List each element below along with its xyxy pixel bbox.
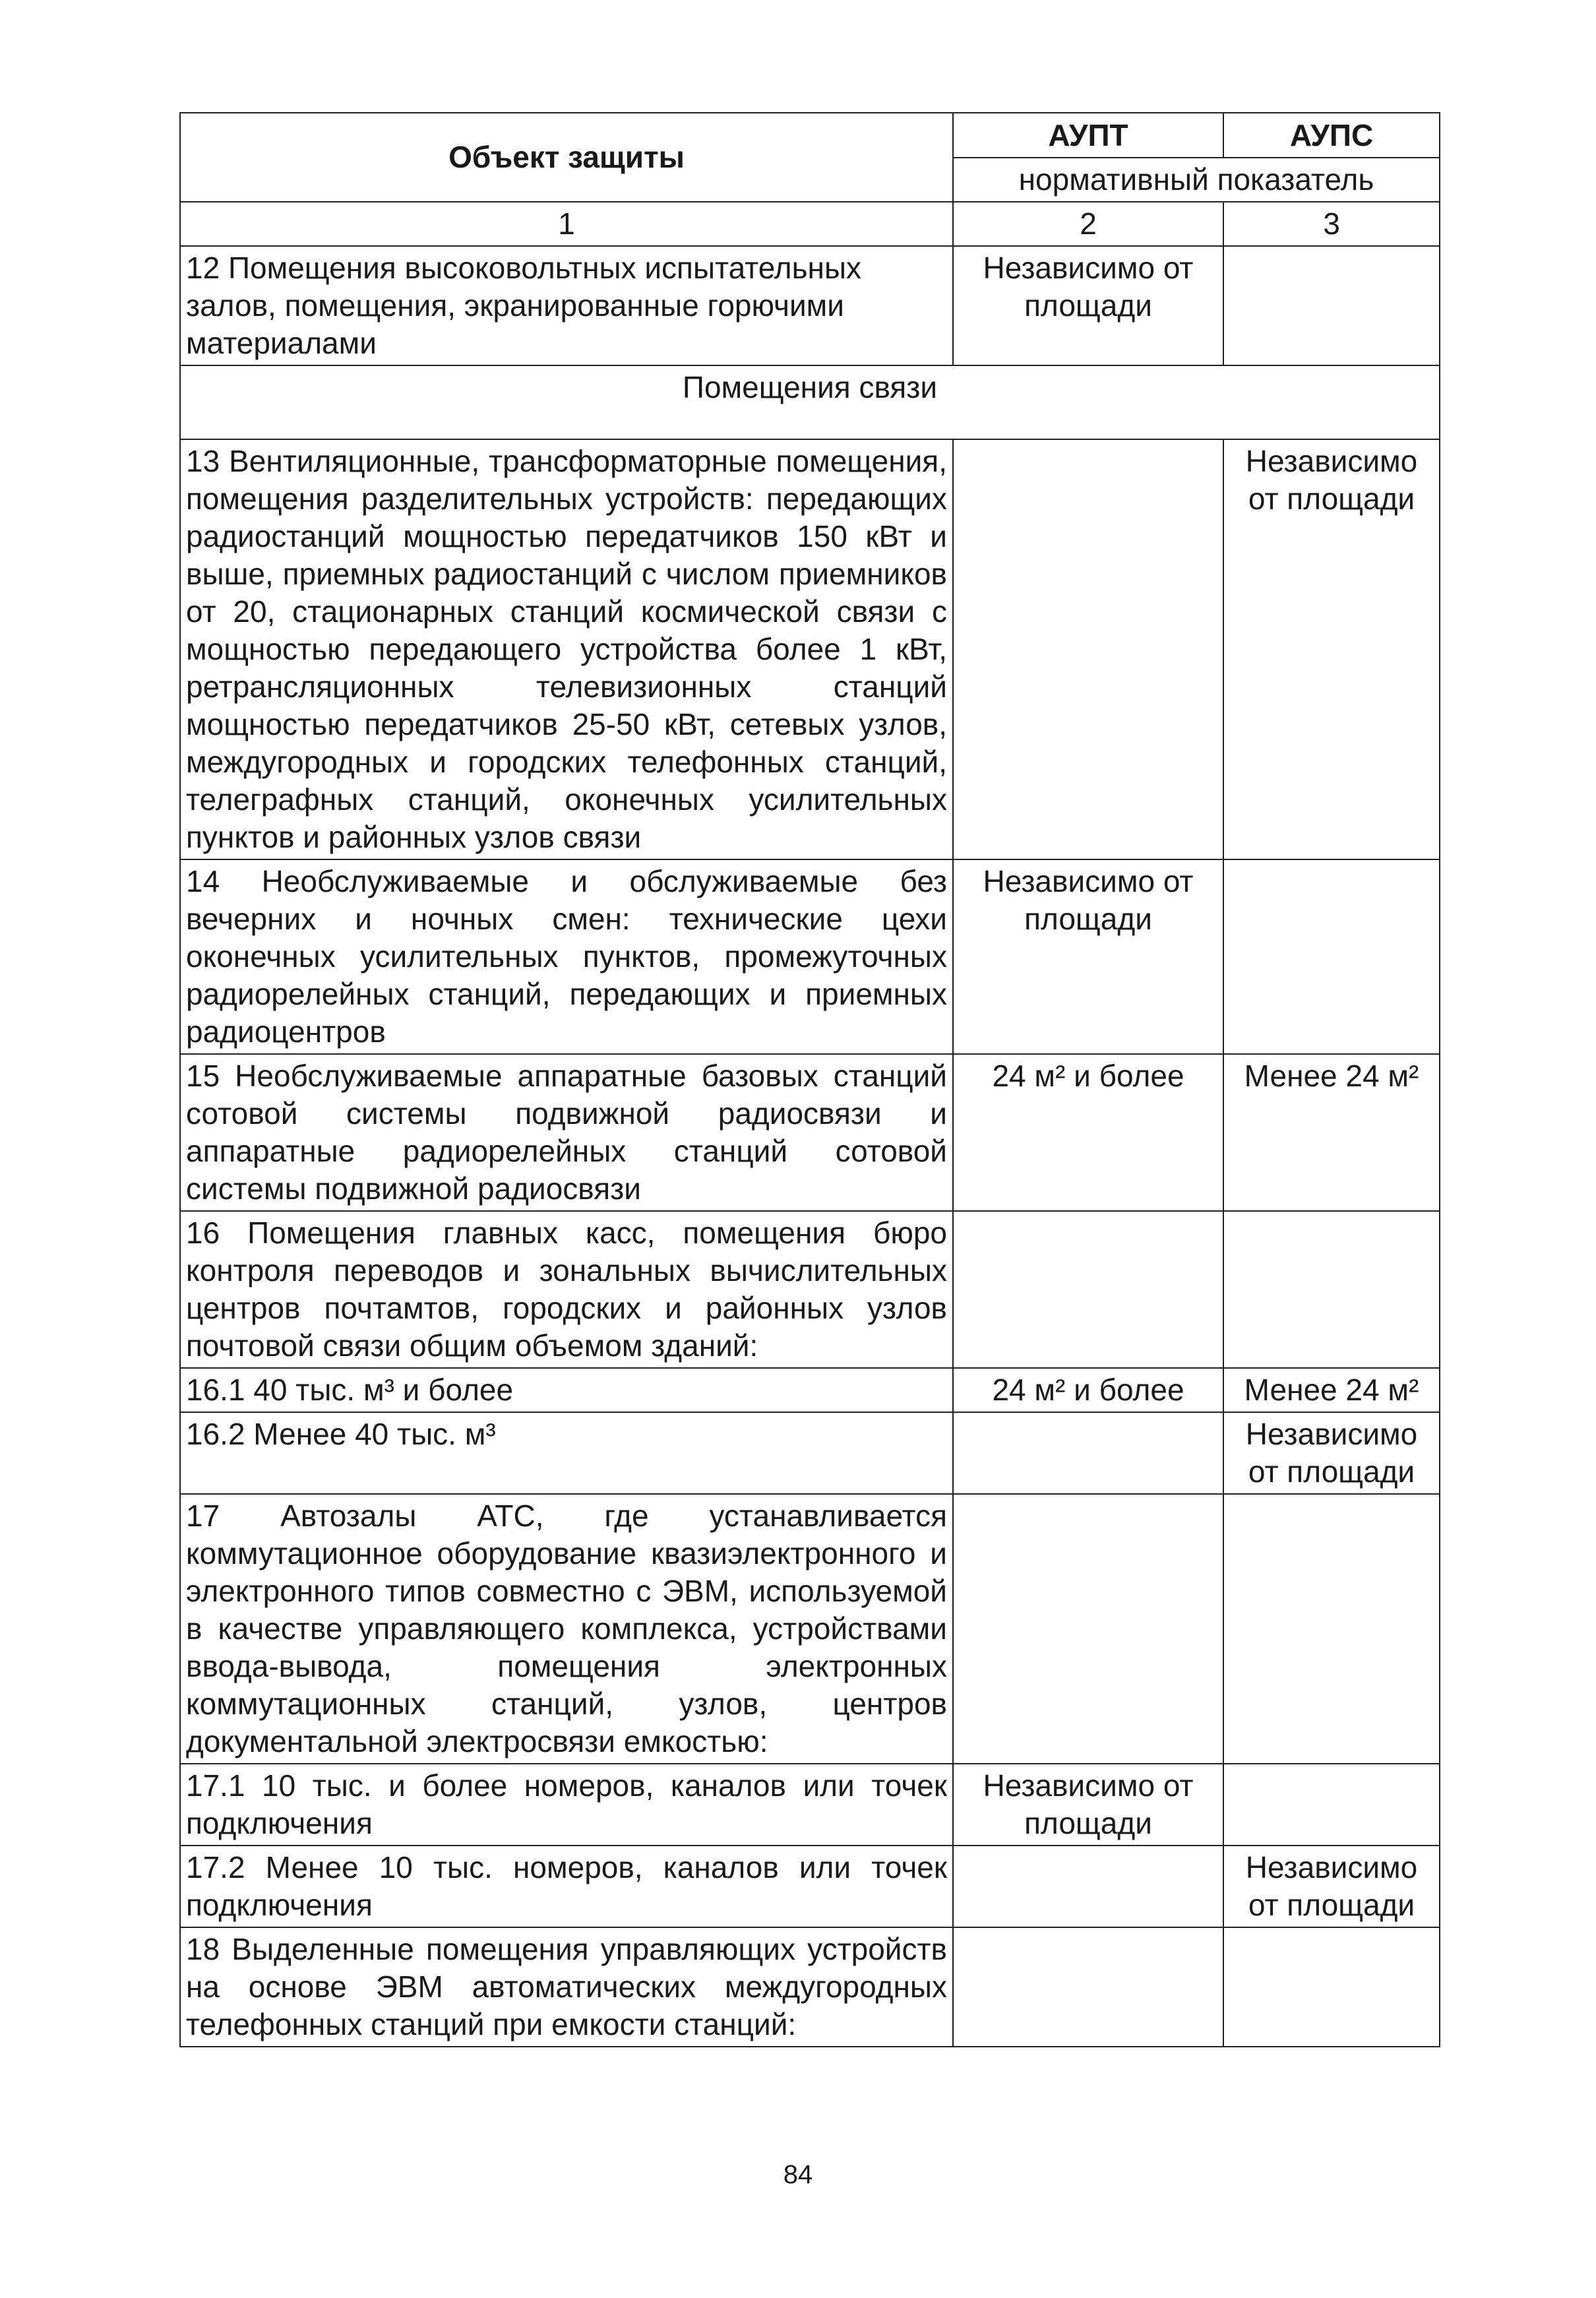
row-object: 18 Выделенные помещения управляющих устройств на основе ЭВМ автоматических междугородных телефонных станций при емкости станций: xyxy=(180,1927,953,2047)
row-aups: Независимо от площади xyxy=(1223,439,1440,859)
row-object: 15 Необслуживаемые аппаратные базовых станций сотовой системы подвижной радиосвязи и аппаратные радиорелейных станций сотовой системы подвижной радиосвязи xyxy=(180,1054,953,1211)
row-object: 14 Необслуживаемые и обслуживаемые без вечерних и ночных смен: технические цехи оконечных усилительных пунктов, промежуточных радиорелейных станций, передающих и приемных радиоцентров xyxy=(180,859,953,1054)
row-aupt: 24 м² и более xyxy=(953,1368,1223,1412)
row-aups xyxy=(1223,246,1440,365)
row-object: 17 Автозалы АТС, где устанавливается коммутационное оборудование квазиэлектронного и электронного типов совместно с ЭВМ, используемой в качестве управляющего комплекса, устройствами ввода-вывода, помещения электронных коммутационных станций, узлов, центров документальной электросвязи емкостью: xyxy=(180,1494,953,1764)
table-row xyxy=(180,1927,1440,2047)
row-object: 12 Помещения высоковольтных испытательных залов, помещения, экранированные горючими материалами xyxy=(180,246,953,365)
header-aupt: АУПТ xyxy=(953,113,1223,158)
column-number-row xyxy=(180,202,1440,246)
row-aupt xyxy=(953,1846,1223,1927)
table-row xyxy=(180,1494,1440,1764)
row-aupt xyxy=(953,1494,1223,1764)
row-aups: Независимо от площади xyxy=(1223,1846,1440,1927)
header-object: Объект защиты xyxy=(180,113,953,202)
row-aups xyxy=(1223,1211,1440,1368)
table-row xyxy=(180,439,1440,859)
row-aupt xyxy=(953,1927,1223,2047)
column-number-1: 1 xyxy=(180,202,953,246)
row-aups xyxy=(1223,1927,1440,2047)
row-aups xyxy=(1223,859,1440,1054)
row-aups: Независимо от площади xyxy=(1223,1412,1440,1494)
table-row xyxy=(180,246,1440,365)
row-aups xyxy=(1223,1764,1440,1846)
table-row xyxy=(180,1211,1440,1368)
header-aups: АУПС xyxy=(1223,113,1440,158)
table-row xyxy=(180,1054,1440,1211)
row-aups: Менее 24 м² xyxy=(1223,1054,1440,1211)
row-aupt xyxy=(953,1412,1223,1494)
row-object: 16.1 40 тыс. м³ и более xyxy=(180,1368,953,1412)
protection-norms-table xyxy=(179,112,1440,2047)
column-number-2: 2 xyxy=(953,202,1223,246)
row-object: 16.2 Менее 40 тыс. м³ xyxy=(180,1412,953,1494)
row-aupt: Независимо от площади xyxy=(953,859,1223,1054)
table-row xyxy=(180,1412,1440,1494)
row-aups xyxy=(1223,1494,1440,1764)
row-object: 17.1 10 тыс. и более номеров, каналов или точек подключения xyxy=(180,1764,953,1846)
table-row xyxy=(180,1368,1440,1412)
row-aupt: Независимо от площади xyxy=(953,246,1223,365)
table-row xyxy=(180,1846,1440,1927)
header-norm-indicator: нормативный показатель xyxy=(953,158,1440,202)
row-object: 13 Вентиляционные, трансформаторные помещения, помещения разделительных устройств: передающих радиостанций мощностью передатчиков 150 кВт и выше, приемных радиостанций с числом приемников от 20, стационарных станций космической связи с мощностью передающего устройства более 1 кВт, ретрансляционных телевизионных станций мощностью передатчиков 25-50 кВт, сетевых узлов, междугородных и городских телефонных станций, телеграфных станций, оконечных усилительных пунктов и районных узлов связи xyxy=(180,439,953,859)
row-aupt xyxy=(953,1211,1223,1368)
row-object: 17.2 Менее 10 тыс. номеров, каналов или точек подключения xyxy=(180,1846,953,1927)
row-aupt: Независимо от площади xyxy=(953,1764,1223,1846)
table-row xyxy=(180,1764,1440,1846)
row-aupt xyxy=(953,439,1223,859)
page-number: 84 xyxy=(783,2160,813,2189)
row-aups: Менее 24 м² xyxy=(1223,1368,1440,1412)
section-header-row xyxy=(180,365,1440,439)
row-aupt: 24 м² и более xyxy=(953,1054,1223,1211)
section-title: Помещения связи xyxy=(180,365,1440,439)
row-object: 16 Помещения главных касс, помещения бюро контроля переводов и зональных вычислительных центров почтамтов, городских и районных узлов почтовой связи общим объемом зданий: xyxy=(180,1211,953,1368)
column-number-3: 3 xyxy=(1223,202,1440,246)
header-row xyxy=(180,113,1440,158)
table-row xyxy=(180,859,1440,1054)
